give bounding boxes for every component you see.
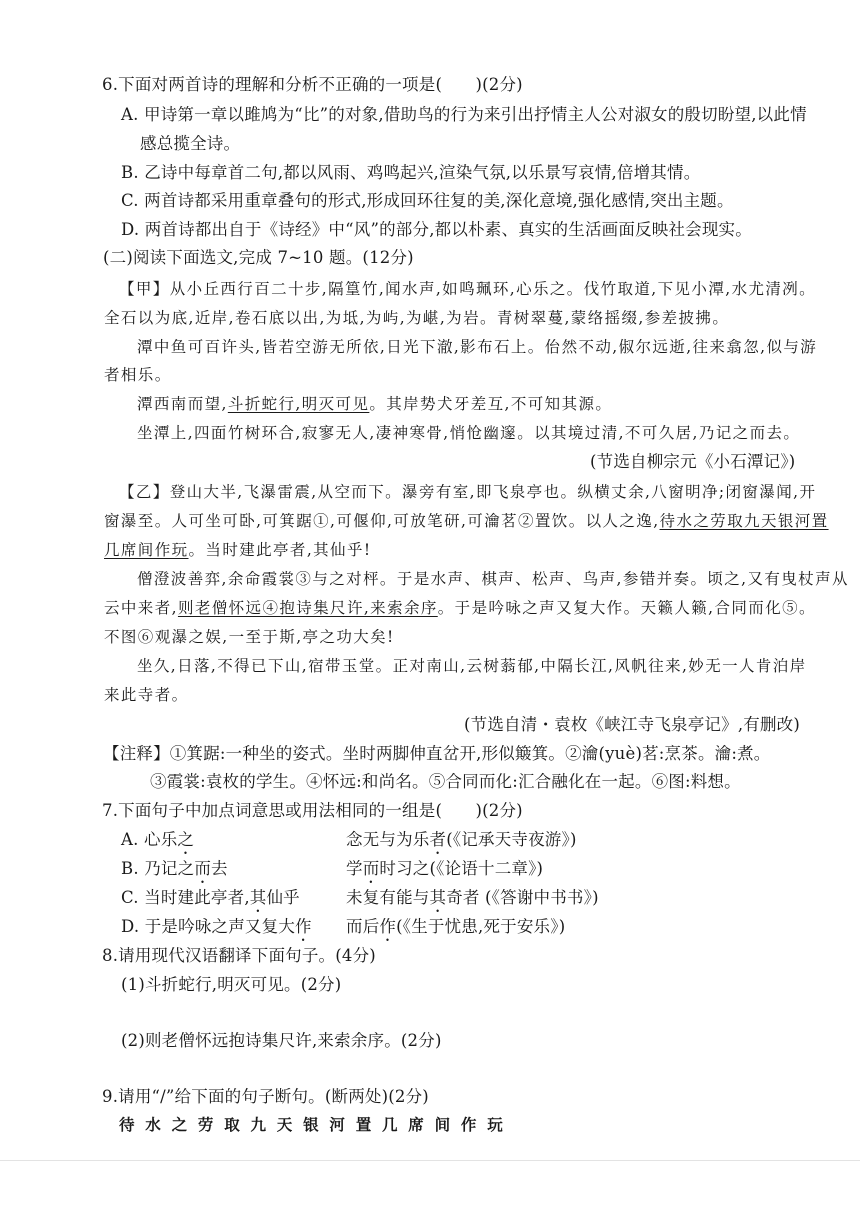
question-7-option-b-left [121,858,228,887]
option-b-right-source: 时习之(《论语十二章》) [379,859,544,878]
option-b-left-text: B. 乃记之 [121,859,195,878]
option-c-left-text-post: 仙乎 [266,888,300,907]
notes-line-1: 【注释】①箕踞:一种坐的姿式。坐时两脚伸直岔开,形似簸箕。②瀹(yuè)茗:烹茶。瀹:煮。 [103,744,771,763]
question-7-option-c-left [121,887,300,916]
passage-yi-line-8: 来此寺者。 [104,686,189,704]
option-c-right-source: 奇者 (《答谢中书书》) [446,888,599,907]
passage-yi-underlined-sentence-a-cont: 几席间作玩 [104,541,189,559]
option-a-left-text: A. 心乐 [121,830,178,849]
passage-jia-line-1: 【甲】从小丘西行百二十步,隔篁竹,闻水声,如鸣珮环,心乐之。伐竹取道,下见小潭,水尤清冽。 [119,280,817,298]
question-7-stem: 7.下面句子中加点词意思或用法相同的一组是( )(2分) [102,801,523,820]
passage-yi-line-5-pre: 云中来者, [104,599,178,617]
passage-jia-line-4: 者相乐。 [104,366,172,384]
option-c-left-dotted-word: 其 [249,888,267,907]
option-a-left-dotted-word: 之 [177,830,195,849]
passage-jia-line-3: 潭中鱼可百许头,皆若空游无所依,日光下澈,影布石上。佁然不动,俶尔远逝,往来翕忽,似与游 [137,338,818,356]
question-7-option-d-left [121,916,312,945]
option-c-left-text: C. 当时建此亭者, [121,888,250,907]
passage-jia-line-5-post: 。其岸势犬牙差互,不可知其源。 [369,395,613,413]
option-c-right-dotted-word: 其 [429,888,447,907]
passage-jia-line-5 [137,393,612,415]
passage-yi-line-2 [104,510,829,532]
passage-yi-line-1: 【乙】登山大半,飞瀑雷震,从空而下。瀑旁有室,即飞泉亭也。纵横丈余,八窗明净;闭窗瀑闻,开 [119,483,817,501]
passage-yi-underlined-sentence-a: 待水之劳取九天银河置 [659,512,829,530]
option-b-left-dotted-word: 而 [194,859,212,878]
option-d-right-dotted-word: 作 [379,917,397,936]
option-b-left-text-post: 去 [211,859,228,878]
option-d-left-text: D. 于是吟咏之声又复大 [121,917,296,936]
question-6-option-c: C. 两首诗都采用重章叠句的形式,形成回环往复的美,深化意境,强化感情,突出主题。 [121,191,734,210]
passage-yi-line-6: 不图⑥观瀑之娱,一至于斯,亭之功大矣! [104,628,395,646]
option-a-right-source: (《记承天寺夜游》) [446,830,577,849]
question-6-stem: 6.下面对两首诗的理解和分析不正确的一项是( )(2分) [102,75,523,94]
question-6-option-d: D. 两首诗都出自于《诗经》中“风”的部分,都以朴素、真实的生活画面反映社会现实。 [121,220,752,239]
question-8-stem: 8.请用现代汉语翻译下面句子。(4分) [102,946,376,965]
passage-yi-line-3 [104,539,371,561]
option-b-right-dotted-word: 而 [362,859,380,878]
question-6-option-a-cont: 感总揽全诗。 [140,134,241,153]
question-6-option-a: A. 甲诗第一章以雎鸠为“比”的对象,借助鸟的行为来引出抒情主人公对淑女的殷切盼望,以此情 [121,105,807,124]
passage-jia-underlined-sentence: 斗折蛇行,明灭可见 [227,395,370,413]
option-b-right-text: 学 [346,859,363,878]
passage-yi-underlined-sentence-b: 则老僧怀远④抱诗集尺许,来索余序 [177,599,438,617]
notes-line-2: ③霞裳:袁枚的学生。④怀远:和尚名。⑤合同而化:汇合融化在一起。⑥图:料想。 [150,772,741,791]
option-c-right-text: 未复有能与 [346,888,430,907]
option-d-right-source: (《生于忧患,死于安乐》) [396,917,566,936]
passage-yi-line-5-post: 。于是吟咏之声又复大作。天籁人籁,合同而化⑤。 [437,599,816,617]
option-d-left-dotted-word: 作 [295,917,312,936]
section-2-heading: (二)阅读下面选文,完成 7~10 题。(12分) [103,248,414,267]
question-8-sentence-2: (2)则老僧怀远抱诗集尺许,来索余序。(2分) [121,1031,442,1050]
question-7-option-c-right [346,887,599,916]
passage-yi-line-4: 僧澄波善弈,余命霞裳③与之对枰。于是水声、棋声、松声、鸟声,参错并奏。顷之,又有曳杖声从 [137,570,849,588]
passage-jia-line-5-pre: 潭西南而望, [137,395,228,413]
passage-yi-line-5 [104,597,816,619]
passage-jia-source: (节选自柳宗元《小石潭记》) [590,452,796,471]
question-7-option-b-right [346,858,543,887]
passage-yi-line-2-pre: 窗瀑至。人可坐可卧,可箕踞①,可偃仰,可放笔研,可瀹茗②置饮。以人之逸, [104,512,660,530]
passage-yi-line-3-post: 。当时建此亭者,其仙乎! [188,541,372,559]
question-8-sentence-1: (1)斗折蛇行,明灭可见。(2分) [121,975,342,994]
option-a-right-dotted-word: 者 [429,830,447,849]
passage-jia-line-6: 坐潭上,四面竹树环合,寂寥无人,凄神寒骨,悄怆幽邃。以其境过清,不可久居,乃记之而去。 [137,424,801,442]
question-7-option-d-right [346,916,565,945]
question-9-sentence: 待水之劳取九天银河置几席间作玩 [119,1115,514,1134]
passage-yi-source: (节选自清・袁枚《峡江寺飞泉亭记》,有删改) [464,715,801,734]
question-7-option-a-left [121,829,194,858]
option-d-right-text: 而后 [346,917,380,936]
option-a-right-text: 念无与为乐 [346,830,430,849]
blank-footer [0,1161,860,1215]
question-7-option-a-right [346,829,577,858]
question-6-option-b: B. 乙诗中每章首二句,都以风雨、鸡鸣起兴,渲染气氛,以乐景写哀情,倍增其情。 [121,163,701,182]
passage-jia-line-2: 全石以为底,近岸,卷石底以出,为坻,为屿,为嵁,为岩。青树翠蔓,蒙络摇缀,参差披拂。 [104,309,730,327]
question-9-stem: 9.请用“/”给下面的句子断句。(断两处)(2分) [102,1087,429,1106]
passage-yi-line-7: 坐久,日落,不得已下山,宿带玉堂。正对南山,云树蓊郁,中隔长江,风帆往来,妙无一人肯泊岸 [137,657,807,675]
